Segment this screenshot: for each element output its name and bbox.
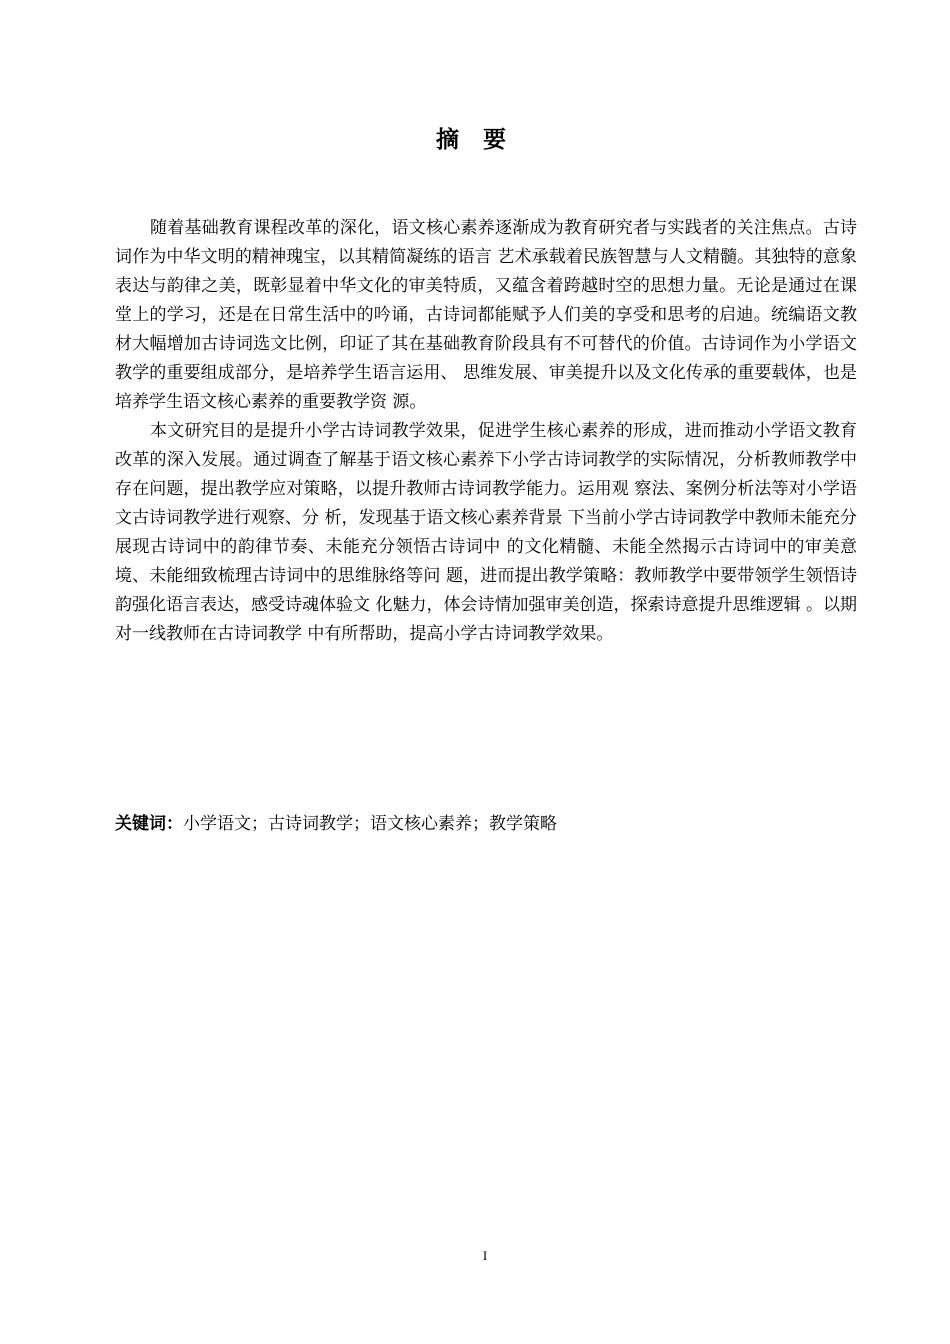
abstract-body — [115, 214, 857, 649]
keywords-label: 关键词： — [115, 814, 183, 834]
keywords-line — [115, 810, 857, 838]
abstract-paragraph-1: 随着基础教育课程改革的深化，语文核心素养逐渐成为教育研究者与实践者的关注焦点。古诗词作为中华文明的精神瑰宝，以其精简凝练的语言 艺术承载着民族智慧与人文精髓。其独特的意象表达与韵律之美，既彰显着中华文化的审美特质，又蕴含着跨越时空的思想力量。无论是通过在课堂上的学习，还是在日常生活中的吟诵，古诗词都能赋予人们美的享受和思考的启迪。统编语文教材大幅增加古诗词选文比例，印证了其在基础教育阶段具有不可替代的价值。古诗词作为小学语文教学的重要组成部分，是培养学生语言运用、 思维发展、审美提升以及文化传承的重要载体，也是培养学生语文核心素养的重要教学资 源。 — [115, 218, 857, 412]
keywords-list: 小学语文；古诗词教学；语文核心素养；教学策略 — [183, 814, 557, 834]
abstract-paragraph-2: 本文研究目的是提升小学古诗词教学效果，促进学生核心素养的形成，进而推动小学语文教育改革的深入发展。通过调查了解基于语文核心素养下小学古诗词教学的实际情况，分析教师教学中存在问题，提出教学应对策略，以提升教师古诗词教学能力。运用观 察法、案例分析法等对小学语文古诗词教学进行观察、分 析，发现基于语文核心素养背景 下当前小学古诗词教学中教师未能充分展现古诗词中的韵律节奏、未能充分领悟古诗词中 的文化精髓、未能全然揭示古诗词中的审美意境、未能细致梳理古诗词中的思维脉络等问 题，进而提出教学策略：教师教学中要带领学生领悟诗韵强化语言表达，感受诗魂体验文 化魅力，体会诗情加强审美创造，探索诗意提升思维逻辑 。以期对一线教师在古诗词教学 中有所帮助，提高小学古诗词教学效果。 — [115, 421, 857, 644]
abstract-title: 摘要 — [436, 126, 530, 153]
page-number: I — [482, 1248, 488, 1263]
